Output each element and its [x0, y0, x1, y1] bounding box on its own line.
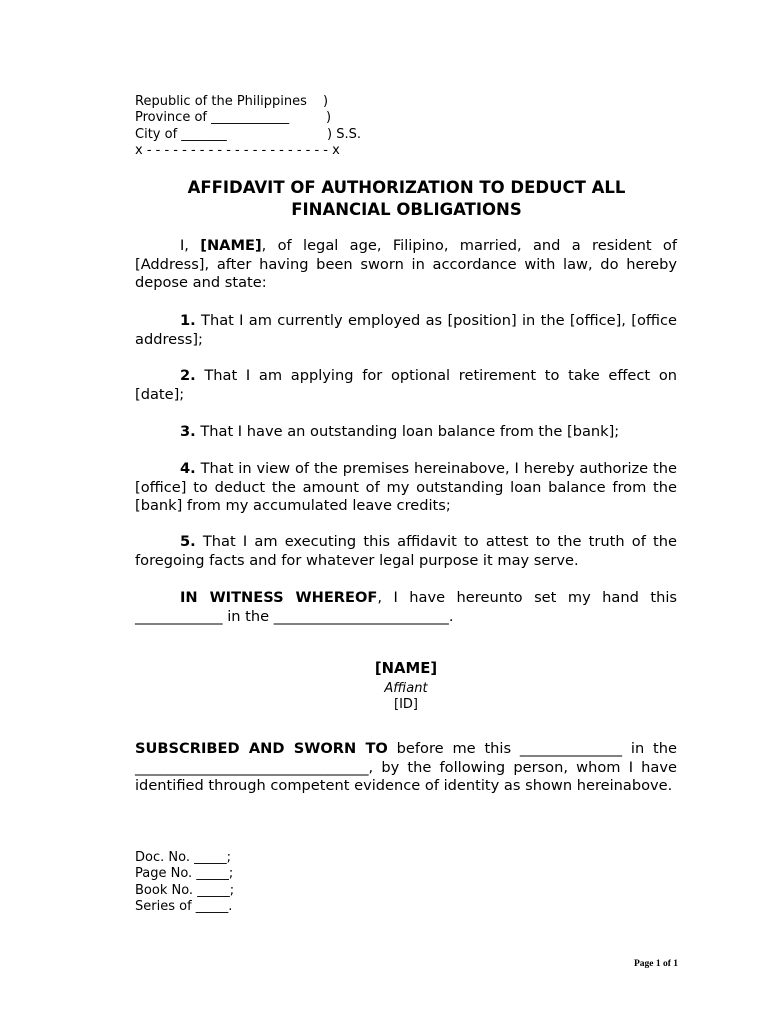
venue-city-row: [135, 126, 361, 143]
witness-text: , I have hereunto set my hand this ____________ in the ________________________.: [135, 589, 677, 625]
witness-lead: IN WITNESS WHEREOF: [180, 589, 378, 606]
item-text: That I am currently employed as [position] in the [office], [office address];: [135, 312, 677, 348]
statement-item-1: [135, 312, 677, 349]
statement-item-4: [135, 460, 677, 516]
book-number: Book No. _____;: [135, 882, 235, 898]
intro-pre: I,: [180, 237, 201, 254]
venue-bracket: ): [326, 110, 332, 126]
page-footer: Page 1 of 1: [633, 959, 678, 969]
affiant-name-placeholder: [NAME]: [200, 237, 262, 254]
intro-text: , of legal age, Filipino, married, and a resident of [Address], after having been sworn in accordance with law, do hereby depose and state:: [135, 237, 677, 292]
title-line-2: FINANCIAL OBLIGATIONS: [291, 199, 522, 219]
item-text: That I am applying for optional retirement to take effect on [date];: [135, 367, 677, 403]
jurat-lead: SUBSCRIBED AND SWORN TO: [135, 740, 388, 757]
signatory-name: [NAME]: [374, 660, 438, 677]
item-number: 5.: [180, 533, 196, 550]
statement-item-5: [135, 533, 677, 570]
document-title: [135, 177, 678, 220]
series-year: Series of _____.: [135, 898, 233, 914]
page-number: Page No. _____;: [135, 866, 234, 882]
intro-paragraph: [135, 237, 677, 293]
venue-province: Province of ____________: [135, 110, 290, 126]
doc-number: Doc. No. _____;: [135, 850, 231, 865]
venue-divider: x - - - - - - - - - - - - - - - - - - - - - x: [135, 142, 340, 158]
venue-ss: ) S.S.: [327, 126, 361, 142]
statement-item-3: [135, 423, 677, 442]
title-line-1: AFFIDAVIT OF AUTHORIZATION TO DEDUCT ALL: [187, 178, 626, 197]
item-text: That I am executing this affidavit to attest to the truth of the foregoing facts and for whatever legal purpose it may serve.: [135, 533, 677, 569]
venue-province-row: [135, 110, 340, 126]
venue-bracket: ): [323, 94, 329, 109]
item-number: 4.: [180, 460, 196, 477]
venue-block: [135, 94, 361, 159]
item-number: 2.: [180, 367, 196, 384]
venue-country: Republic of the Philippines: [135, 94, 307, 109]
venue-city: City of _______: [135, 126, 227, 142]
venue-country-row: [135, 94, 340, 110]
signatory-role: Affiant: [384, 681, 428, 696]
jurat-text: before me this ______________ in the ________________________________, by the following person, whom I have identified through competent evidence of identity as shown hereinabove.: [135, 740, 677, 795]
item-text: That in view of the premises hereinabove, I hereby authorize the [office] to deduct the amount of my outstanding loan balance from the [bank] from my accumulated leave credits;: [135, 460, 677, 515]
signatory-id: [ID]: [394, 697, 418, 712]
jurat-paragraph: [135, 740, 677, 796]
statement-item-2: [135, 367, 677, 404]
item-text: That I have an outstanding loan balance from the [bank];: [195, 423, 620, 440]
item-number: 3.: [180, 423, 196, 440]
notarial-register: [135, 850, 234, 915]
item-number: 1.: [180, 312, 196, 329]
witness-clause: [135, 589, 677, 626]
